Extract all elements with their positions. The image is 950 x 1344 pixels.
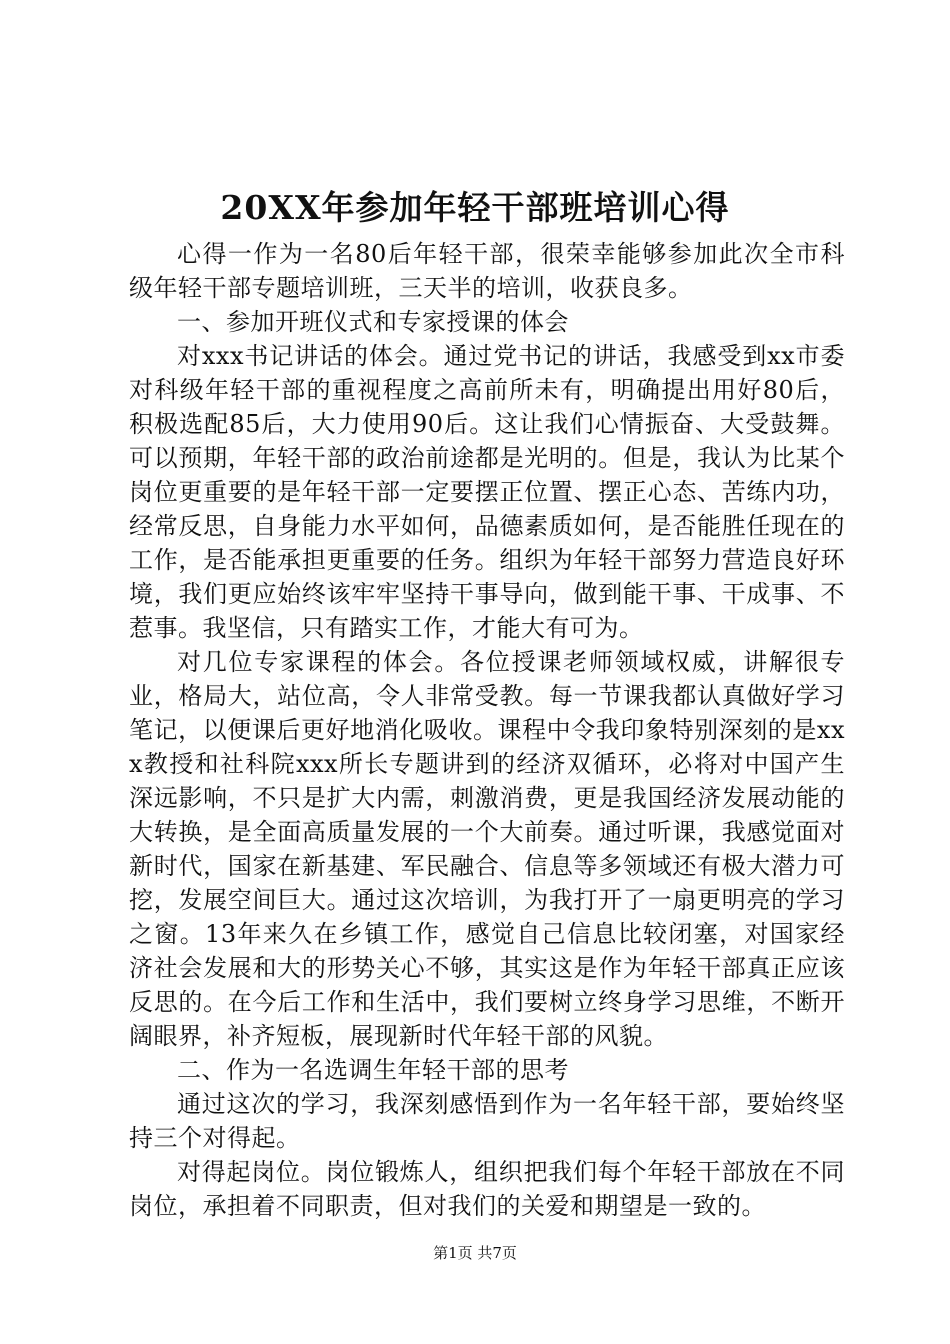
page-number-footer: 第1页 共7页 bbox=[433, 1244, 517, 1262]
paragraph-intro: 心得一作为一名80后年轻干部，很荣幸能够参加此次全市科级年轻干部专题培训班，三天半的培训，收获良多。 bbox=[129, 240, 845, 302]
paragraph-worthy-of-post: 对得起岗位。岗位锻炼人，组织把我们每个年轻干部放在不同岗位，承担着不同职责，但对我们的关爱和期望是一致的。 bbox=[129, 1158, 845, 1220]
section-heading-2: 二、作为一名选调生年轻干部的思考 bbox=[177, 1056, 569, 1084]
document-body bbox=[129, 237, 845, 1223]
section-heading-1: 一、参加开班仪式和专家授课的体会 bbox=[177, 308, 569, 336]
paragraph-secretary-speech: 对xxx书记讲话的体会。通过党书记的讲话，我感受到xx市委对科级年轻干部的重视程度之高前所未有，明确提出用好80后，积极选配85后，大力使用90后。这让我们心情振奋、大受鼓舞。可以预期，年轻干部的政治前途都是光明的。但是，我认为比某个岗位更重要的是年轻干部一定要摆正位置、摆正心态、苦练内功，经常反思，自身能力水平如何，品德素质如何，是否能胜任现在的工作，是否能承担更重要的任务。组织为年轻干部努力营造良好环境，我们更应始终该牢牢坚持干事导向，做到能干事、干成事、不惹事。我坚信，只有踏实工作，才能大有可为。 bbox=[129, 342, 845, 642]
paragraph-three-commitments: 通过这次的学习，我深刻感悟到作为一名年轻干部，要始终坚持三个对得起。 bbox=[129, 1090, 845, 1152]
paragraph-expert-courses: 对几位专家课程的体会。各位授课老师领域权威，讲解很专业，格局大，站位高，令人非常受教。每一节课我都认真做好学习笔记，以便课后更好地消化吸收。课程中令我印象特别深刻的是xxx教授和社科院xxx所长专题讲到的经济双循环，必将对中国产生深远影响，不只是扩大内需，刺激消费，更是我国经济发展动能的大转换，是全面高质量发展的一个大前奏。通过听课，我感觉面对新时代，国家在新基建、军民融合、信息等多领域还有极大潜力可挖，发展空间巨大。通过这次培训，为我打开了一扇更明亮的学习之窗。13年来久在乡镇工作，感觉自己信息比较闭塞，对国家经济社会发展和大的形势关心不够，其实这是作为年轻干部真正应该反思的。在今后工作和生活中，我们要树立终身学习思维，不断开阔眼界，补齐短板，展现新时代年轻干部的风貌。 bbox=[129, 648, 845, 1050]
document-title: 20XX年参加年轻干部班培训心得 bbox=[220, 188, 730, 227]
